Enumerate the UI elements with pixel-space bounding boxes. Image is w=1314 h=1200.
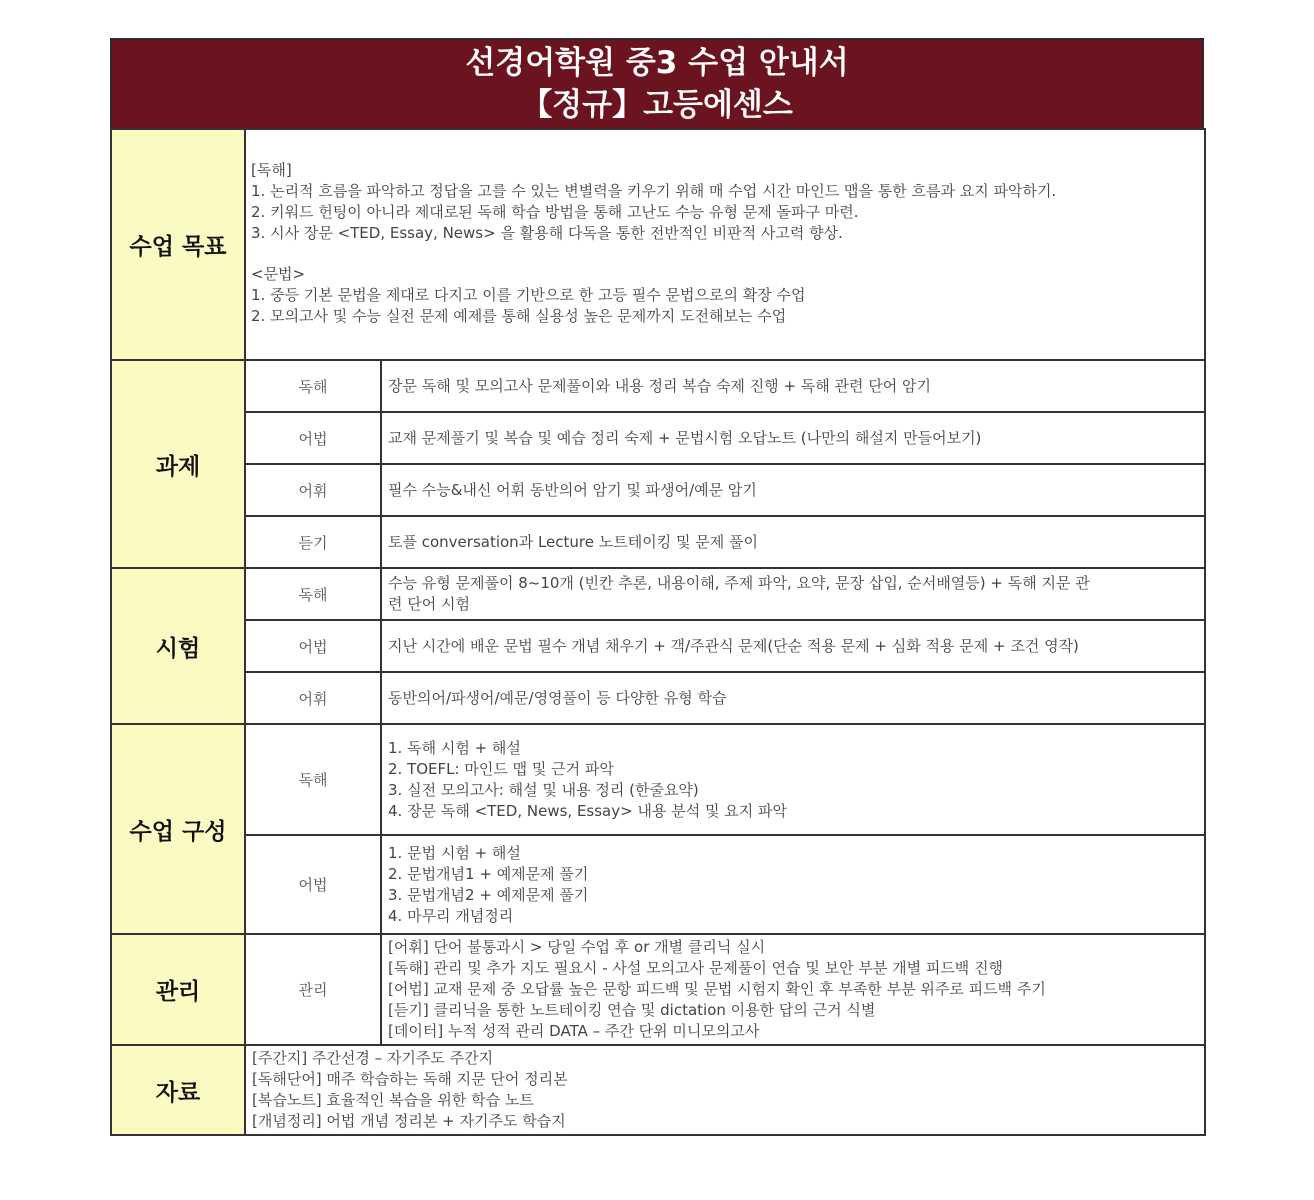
header-title-line1: 선경어학원 중3 수업 안내서 — [465, 45, 849, 81]
materials-text-line: [주간지] 주간선경 – 자기주도 주간지 — [252, 1049, 494, 1067]
management-text-line: [어휘] 단어 불통과시 > 당일 수업 후 or 개별 클리닉 실시 — [388, 938, 766, 956]
document-header — [110, 38, 1204, 128]
goals-grammar-item: 1. 중등 기본 문법을 제대로 다지고 이를 기반으로 한 고등 필수 문법으로의 확장 수업 — [251, 286, 806, 304]
test-text-line: 수능 유형 문제풀이 8~10개 (빈칸 추론, 내용이해, 주제 파악, 요약, 문장 삽입, 순서배열등) + 독해 지문 관 — [388, 574, 1090, 592]
materials-text-line: [개념정리] 어법 개념 정리본 + 자기주도 학습지 — [252, 1112, 566, 1130]
course-table — [110, 128, 1206, 1136]
materials-row — [111, 1045, 1205, 1135]
homework-sub-label: 독해 — [245, 360, 381, 412]
structure-sub-label: 독해 — [245, 724, 381, 835]
structure-text-line: 1. 문법 시험 + 해설 — [388, 843, 521, 862]
structure-text-line: 3. 문법개념2 + 예제문제 풀기 — [388, 885, 589, 904]
goals-content — [245, 129, 1205, 360]
goals-row — [111, 129, 1205, 360]
management-sub-label: 관리 — [245, 934, 381, 1045]
spacer — [251, 244, 1198, 264]
goals-reading-item: 1. 논리적 흐름을 파악하고 정답을 고를 수 있는 변별력을 키우기 위해 매 수업 시간 마인드 맵을 통한 흐름과 요지 파악하기. — [251, 182, 1057, 200]
test-sub-label: 독해 — [245, 568, 381, 620]
management-row — [111, 934, 1205, 1045]
management-text-line: [데이터] 누적 성적 관리 DATA – 주간 단위 미니모의고사 — [388, 1022, 760, 1040]
structure-row — [111, 835, 1205, 934]
structure-text-line: 4. 마무리 개념정리 — [388, 906, 514, 925]
homework-sub-label: 어휘 — [245, 464, 381, 516]
homework-row — [111, 464, 1205, 516]
materials-text — [245, 1045, 1205, 1135]
goals-reading-heading: [독해] — [251, 161, 292, 179]
goals-grammar-heading: <문법> — [251, 265, 306, 283]
structure-text-line: 2. 문법개념1 + 예제문제 풀기 — [388, 864, 589, 883]
structure-text-line: 2. TOEFL: 마인드 맵 및 근거 파악 — [388, 759, 614, 778]
homework-row — [111, 360, 1205, 412]
management-text-line: [독해] 관리 및 추가 지도 필요시 - 사설 모의고사 문제풀이 연습 및 보안 부분 개별 피드백 진행 — [388, 959, 1004, 977]
test-text-line: 련 단어 시험 — [388, 595, 470, 613]
homework-text: 장문 독해 및 모의고사 문제풀이와 내용 정리 복습 숙제 진행 + 독해 관련 단어 암기 — [381, 360, 1205, 412]
section-label-test: 시험 — [111, 568, 245, 724]
structure-text-line: 3. 실전 모의고사: 해설 및 내용 정리 (한줄요약) — [388, 780, 699, 799]
management-text-line: [어법] 교재 문제 중 오답률 높은 문항 피드백 및 문법 시험지 확인 후 부족한 부분 위주로 피드백 주기 — [388, 980, 1046, 998]
test-text — [381, 672, 1205, 724]
homework-text: 교재 문제풀기 및 복습 및 예습 정리 숙제 + 문법시험 오답노트 (나만의 해설지 만들어보기) — [381, 412, 1205, 464]
test-text — [381, 568, 1205, 620]
structure-row — [111, 724, 1205, 835]
test-text — [381, 620, 1205, 672]
structure-sub-label: 어법 — [245, 835, 381, 934]
structure-text-line: 1. 독해 시험 + 해설 — [388, 738, 521, 757]
homework-text: 필수 수능&내신 어휘 동반의어 암기 및 파생어/예문 암기 — [381, 464, 1205, 516]
section-label-goals: 수업 목표 — [111, 129, 245, 360]
test-text-line: 동반의어/파생어/예문/영영풀이 등 다양한 유형 학습 — [388, 688, 727, 707]
homework-row — [111, 516, 1205, 568]
test-sub-label: 어법 — [245, 620, 381, 672]
test-text-line: 지난 시간에 배운 문법 필수 개념 채우기 + 객/주관식 문제(단순 적용 문제 + 심화 적용 문제 + 조건 영작) — [388, 636, 1079, 655]
course-guide-document — [110, 38, 1204, 1136]
homework-row — [111, 412, 1205, 464]
test-row — [111, 620, 1205, 672]
materials-text-line: [독해단어] 매주 학습하는 독해 지문 단어 정리본 — [252, 1070, 568, 1088]
structure-text — [381, 835, 1205, 934]
test-sub-label: 어휘 — [245, 672, 381, 724]
structure-text-line: 4. 장문 독해 <TED, News, Essay> 내용 분석 및 요지 파악 — [388, 801, 787, 820]
section-label-materials: 자료 — [111, 1045, 245, 1135]
homework-text: 토플 conversation과 Lecture 노트테이킹 및 문제 풀이 — [381, 516, 1205, 568]
goals-reading-item: 2. 키워드 헌팅이 아니라 제대로된 독해 학습 방법을 통해 고난도 수능 유형 문제 돌파구 마련. — [251, 203, 859, 221]
homework-sub-label: 듣기 — [245, 516, 381, 568]
goals-reading-item: 3. 시사 장문 <TED, Essay, News> 을 활용해 다독을 통한 전반적인 비판적 사고력 향상. — [251, 224, 843, 242]
section-label-structure: 수업 구성 — [111, 724, 245, 934]
section-label-homework: 과제 — [111, 360, 245, 568]
header-title-line2: 【정규】고등에센스 — [521, 87, 793, 123]
management-text — [381, 934, 1205, 1045]
goals-grammar-item: 2. 모의고사 및 수능 실전 문제 예제를 통해 실용성 높은 문제까지 도전해보는 수업 — [251, 307, 787, 325]
structure-text — [381, 724, 1205, 835]
section-label-management: 관리 — [111, 934, 245, 1045]
management-text-line: [듣기] 클리닉을 통한 노트테이킹 연습 및 dictation 이용한 답의 근거 식별 — [388, 1001, 876, 1019]
materials-text-line: [복습노트] 효율적인 복습을 위한 학습 노트 — [252, 1091, 534, 1109]
test-row — [111, 672, 1205, 724]
homework-sub-label: 어법 — [245, 412, 381, 464]
test-row — [111, 568, 1205, 620]
